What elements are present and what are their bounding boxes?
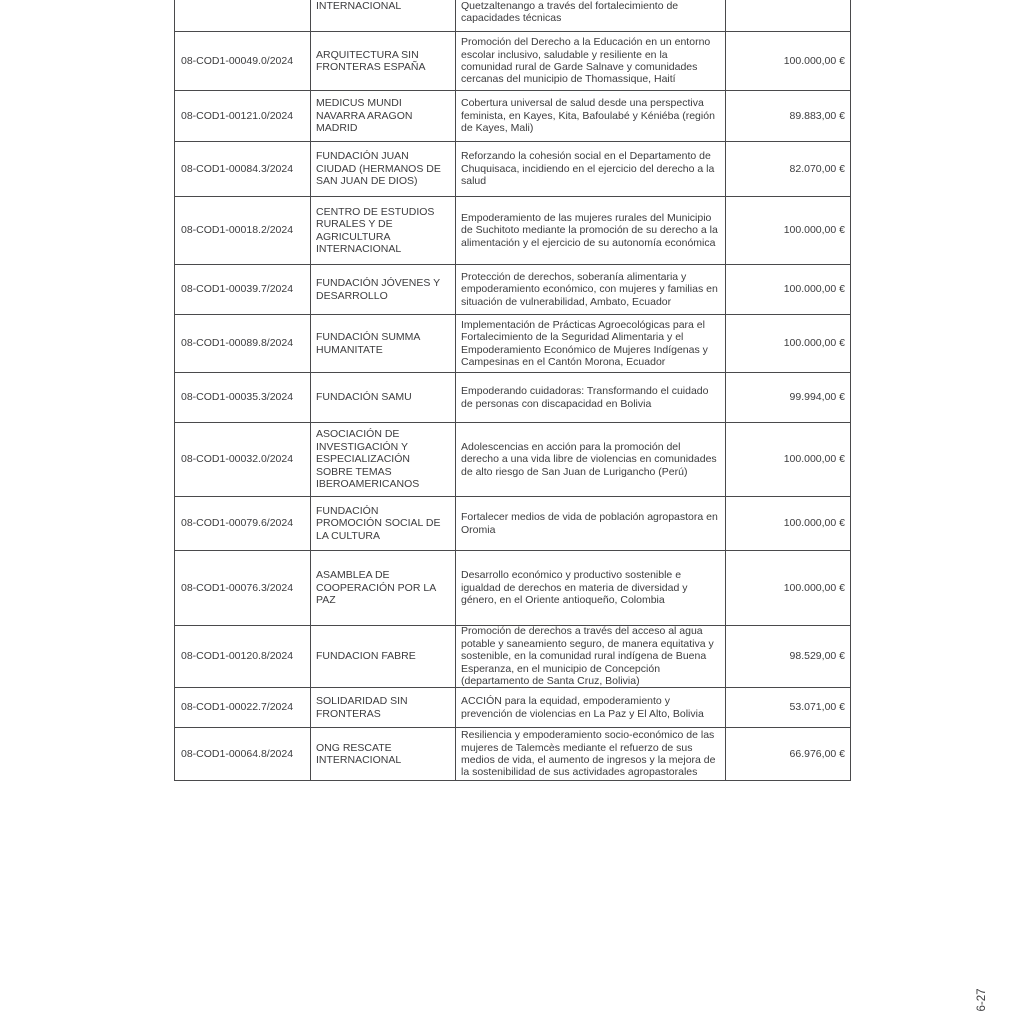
organization-name-cell: FUNDACIÓN SUMMA HUMANITATE — [311, 315, 456, 373]
organization-name-cell: INTERNACIONAL — [311, 0, 456, 32]
organization-name-cell: FUNDACIÓN PROMOCIÓN SOCIAL DE LA CULTURA — [311, 497, 456, 551]
grant-amount-cell: 100.000,00 € — [726, 315, 851, 373]
table-row — [175, 32, 850, 91]
table-row — [175, 373, 850, 423]
organization-name-cell: ARQUITECTURA SIN FRONTERAS ESPAÑA — [311, 32, 456, 91]
organization-name-cell: ASAMBLEA DE COOPERACIÓN POR LA PAZ — [311, 551, 456, 626]
project-description-cell: Implementación de Prácticas Agroecológicas para el Fortalecimiento de la Seguridad Alimentaria y el Empoderamiento Económico de Mujeres Indígenas y Campesinas en el Cantón Morona, Ecuador — [456, 315, 726, 373]
grant-code-cell: 08-COD1-00121.0/2024 — [175, 91, 311, 142]
grant-code-cell — [175, 0, 311, 32]
table-row — [175, 551, 850, 626]
grant-code-cell: 08-COD1-00079.6/2024 — [175, 497, 311, 551]
grant-amount-cell: 89.883,00 € — [726, 91, 851, 142]
table-row — [175, 497, 850, 551]
grant-amount-cell — [726, 0, 851, 32]
organization-name-cell: FUNDACION FABRE — [311, 626, 456, 688]
project-description-cell: Cobertura universal de salud desde una perspectiva feminista, en Kayes, Kita, Bafoulabé y Kéniéba (región de Kayes, Mali) — [456, 91, 726, 142]
organization-name-cell: MEDICUS MUNDI NAVARRA ARAGON MADRID — [311, 91, 456, 142]
table-row — [175, 626, 850, 688]
project-description-cell: Protección de derechos, soberanía alimentaria y empoderamiento económico, con mujeres y familias en situación de vulnerabilidad, Ambato, Ecuador — [456, 265, 726, 315]
grant-code-cell: 08-COD1-00120.8/2024 — [175, 626, 311, 688]
project-description-cell: Adolescencias en acción para la promoción del derecho a una vida libre de violencias en comunidades de alto riesgo de San Juan de Lurigancho (Perú) — [456, 423, 726, 497]
table-row — [175, 91, 850, 142]
table-row — [175, 0, 850, 32]
organization-name-cell: FUNDACIÓN JÓVENES Y DESARROLLO — [311, 265, 456, 315]
project-description-cell: Empoderando cuidadoras: Transformando el cuidado de personas con discapacidad en Bolivia — [456, 373, 726, 423]
grants-table — [174, 0, 850, 781]
organization-name-cell: FUNDACIÓN JUAN CIUDAD (HERMANOS DE SAN JUAN DE DIOS) — [311, 142, 456, 197]
project-description-cell: Empoderamiento de las mujeres rurales del Municipio de Suchitoto mediante la promoción de su derecho a la alimentación y el ejercicio de su autonomía económica — [456, 197, 726, 265]
project-description-cell: Fortalecer medios de vida de población agropastora en Oromia — [456, 497, 726, 551]
grant-amount-cell: 99.994,00 € — [726, 373, 851, 423]
project-description-cell: Reforzando la cohesión social en el Departamento de Chuquisaca, incidiendo en el ejercicio del derecho a la salud — [456, 142, 726, 197]
table-row — [175, 197, 850, 265]
grant-code-cell: 08-COD1-00035.3/2024 — [175, 373, 311, 423]
grant-amount-cell: 100.000,00 € — [726, 497, 851, 551]
table-row — [175, 688, 850, 728]
table-row — [175, 265, 850, 315]
grant-amount-cell: 66.976,00 € — [726, 728, 851, 781]
grant-code-cell: 08-COD1-00089.8/2024 — [175, 315, 311, 373]
project-description-cell: Promoción de derechos a través del acceso al agua potable y saneamiento seguro, de manera equitativa y sostenible, en la comunidad rural indígena de Buena Esperanza, en el municipio de Concepción (departamento de Santa Cruz, Bolivia) — [456, 626, 726, 688]
grant-code-cell: 08-COD1-00076.3/2024 — [175, 551, 311, 626]
grant-amount-cell: 100.000,00 € — [726, 32, 851, 91]
table-row — [175, 728, 850, 781]
grant-code-cell: 08-COD1-00032.0/2024 — [175, 423, 311, 497]
organization-name-cell: ASOCIACIÓN DE INVESTIGACIÓN Y ESPECIALIZACIÓN SOBRE TEMAS IBEROAMERICANOS — [311, 423, 456, 497]
grant-amount-cell: 100.000,00 € — [726, 197, 851, 265]
grant-code-cell: 08-COD1-00064.8/2024 — [175, 728, 311, 781]
project-description-cell: Quetzaltenango a través del fortalecimiento de capacidades técnicas — [456, 0, 726, 32]
table-row — [175, 315, 850, 373]
organization-name-cell: ONG RESCATE INTERNACIONAL — [311, 728, 456, 781]
project-description-cell: ACCIÓN para la equidad, empoderamiento y prevención de violencias en La Paz y El Alto, Bolivia — [456, 688, 726, 728]
grant-code-cell: 08-COD1-00018.2/2024 — [175, 197, 311, 265]
grant-amount-cell: 100.000,00 € — [726, 423, 851, 497]
organization-name-cell: CENTRO DE ESTUDIOS RURALES Y DE AGRICULTURA INTERNACIONAL — [311, 197, 456, 265]
grant-code-cell: 08-COD1-00022.7/2024 — [175, 688, 311, 728]
grant-amount-cell: 100.000,00 € — [726, 265, 851, 315]
grant-amount-cell: 53.071,00 € — [726, 688, 851, 728]
grant-amount-cell: 82.070,00 € — [726, 142, 851, 197]
page-number: 6-27 — [976, 988, 988, 1012]
grant-amount-cell: 100.000,00 € — [726, 551, 851, 626]
organization-name-cell: SOLIDARIDAD SIN FRONTERAS — [311, 688, 456, 728]
project-description-cell: Promoción del Derecho a la Educación en un entorno escolar inclusivo, saludable y resiliente en la comunidad rural de Garde Salnave y comunidades cercanas del municipio de Thomassique, Haití — [456, 32, 726, 91]
table-row — [175, 423, 850, 497]
grant-code-cell: 08-COD1-00049.0/2024 — [175, 32, 311, 91]
grant-amount-cell: 98.529,00 € — [726, 626, 851, 688]
table-row — [175, 142, 850, 197]
project-description-cell: Desarrollo económico y productivo sostenible e igualdad de derechos en materia de diversidad y género, en el Oriente antioqueño, Colombia — [456, 551, 726, 626]
organization-name-cell: FUNDACIÓN SAMU — [311, 373, 456, 423]
grant-code-cell: 08-COD1-00039.7/2024 — [175, 265, 311, 315]
project-description-cell: Resiliencia y empoderamiento socio-económico de las mujeres de Talemcès mediante el refuerzo de sus medios de vida, el aumento de ingresos y la mejora de la sostenibilidad de sus actividades agropastorales — [456, 728, 726, 781]
grant-code-cell: 08-COD1-00084.3/2024 — [175, 142, 311, 197]
